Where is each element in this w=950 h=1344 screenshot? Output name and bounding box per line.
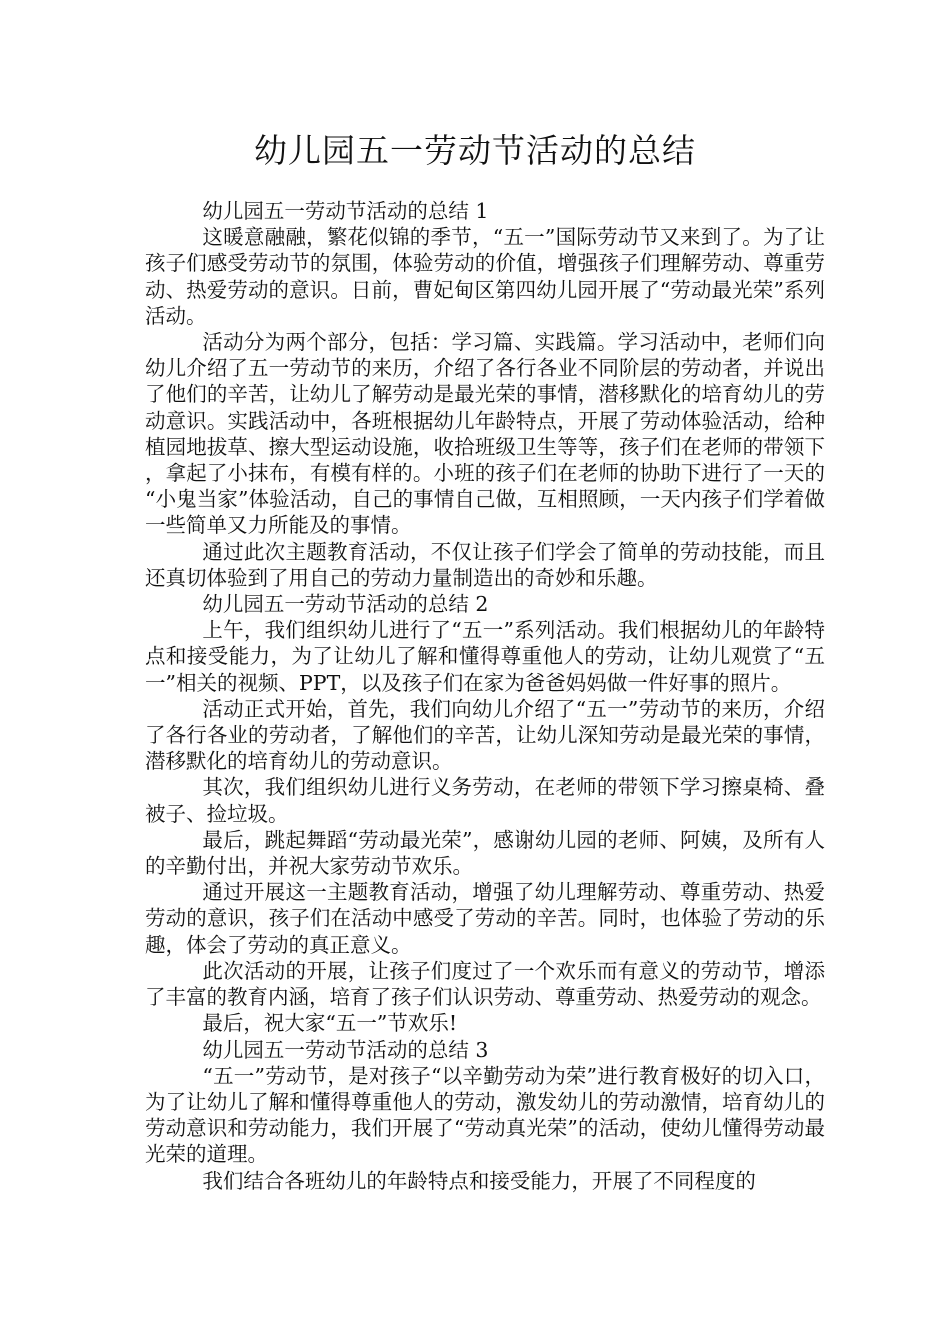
paragraph: “五一”劳动节，是对孩子“以辛勤劳动为荣”进行教育极好的切入口，为了让幼儿了解和懂得尊重他人的劳动，激发幼儿的劳动激情，培育幼儿的劳动意识和劳动能力，我们开展了“劳动真光荣”的活动，使幼儿懂得劳动最光荣的道理。: [145, 1063, 825, 1167]
paragraph: 通过开展这一主题教育活动，增强了幼儿理解劳动、尊重劳动、热爱劳动的意识，孩子们在活动中感受了劳动的辛苦。同时，也体验了劳动的乐趣，体会了劳动的真正意义。: [145, 880, 825, 957]
document-title: 幼儿园五一劳动节活动的总结: [254, 131, 696, 170]
section-heading-3: 幼儿园五一劳动节活动的总结 3: [202, 1037, 489, 1062]
paragraph: 上午，我们组织幼儿进行了“五一”系列活动。我们根据幼儿的年龄特点和接受能力，为了让幼儿了解和懂得尊重他人的劳动，让幼儿观赏了“五一”相关的视频、PPT，以及孩子们在家为爸爸妈妈做一件好事的照片。: [145, 618, 825, 695]
paragraph: 活动分为两个部分，包括：学习篇、实践篇。学习活动中，老师们向幼儿介绍了五一劳动节的来历，介绍了各行各业不同阶层的劳动者，并说出了他们的辛苦，让幼儿了解劳动是最光荣的事情，潜移默化的培育幼儿的劳动意识。实践活动中，各班根据幼儿年龄特点，开展了劳动体验活动，给种植园地拔草、擦大型运动设施，收拾班级卫生等等，孩子们在老师的带领下，拿起了小抹布，有模有样的。小班的孩子们在老师的协助下进行了一天的“小鬼当家”体验活动，自己的事情自己做，互相照顾，一天内孩子们学着做一些简单又力所能及的事情。: [145, 330, 825, 538]
paragraph: 此次活动的开展，让孩子们度过了一个欢乐而有意义的劳动节，增添了丰富的教育内涵，培育了孩子们认识劳动、尊重劳动、热爱劳动的观念。: [145, 958, 825, 1010]
section-heading-2: 幼儿园五一劳动节活动的总结 2: [202, 592, 489, 617]
document-body: [145, 198, 825, 1194]
paragraph: 我们结合各班幼儿的年龄特点和接受能力，开展了不同程度的: [202, 1168, 756, 1193]
paragraph: 最后，跳起舞蹈“劳动最光荣”，感谢幼儿园的老师、阿姨，及所有人的辛勤付出，并祝大家劳动节欢乐。: [145, 827, 825, 879]
paragraph: 最后，祝大家“五一”节欢乐!: [202, 1011, 458, 1036]
paragraph: 活动正式开始，首先，我们向幼儿介绍了“五一”劳动节的来历，介绍了各行各业的劳动者，了解他们的辛苦，让幼儿深知劳动是最光荣的事情，潜移默化的培育幼儿的劳动意识。: [145, 696, 825, 774]
paragraph: 通过此次主题教育活动，不仅让孩子们学会了简单的劳动技能，而且还真切体验到了用自己的劳动力量制造出的奇妙和乐趣。: [145, 539, 825, 590]
paragraph: 其次，我们组织幼儿进行义务劳动，在老师的带领下学习擦桌椅、叠被子、捡垃圾。: [145, 775, 825, 826]
paragraph: 这暖意融融，繁花似锦的季节，“五一”国际劳动节又来到了。为了让孩子们感受劳动节的氛围，体验劳动的价值，增强孩子们理解劳动、尊重劳动、热爱劳动的意识。日前，曹妃甸区第四幼儿园开展了“劳动最光荣”系列活动。: [145, 225, 825, 328]
section-heading-1: 幼儿园五一劳动节活动的总结 1: [202, 199, 489, 223]
